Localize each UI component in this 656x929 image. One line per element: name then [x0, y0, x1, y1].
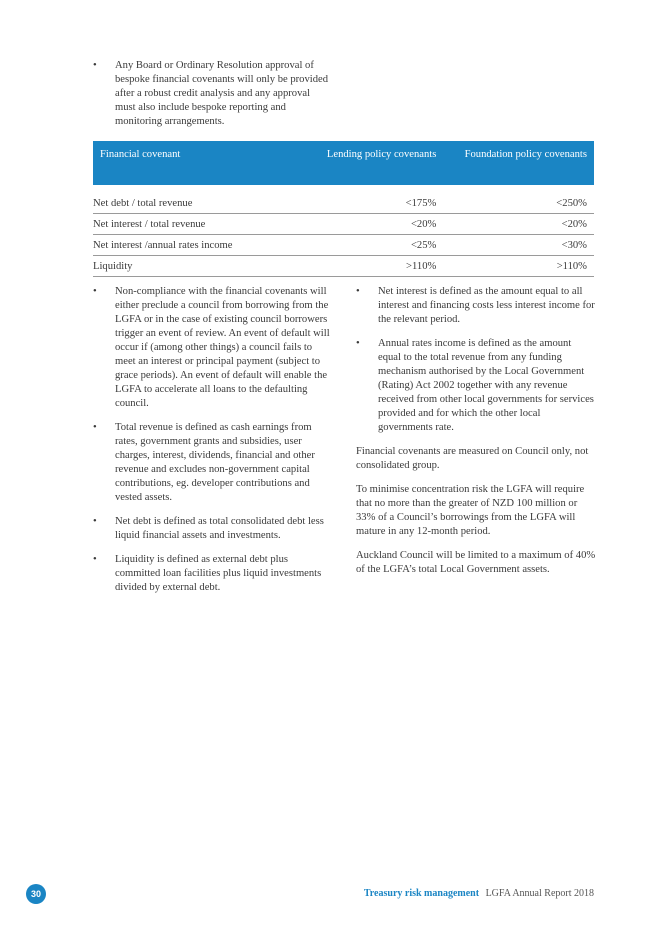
table-cell: Net debt / total revenue [93, 193, 307, 214]
table-cell: >110% [307, 256, 443, 277]
top-bullet-list [93, 59, 333, 139]
bullet-dot: • [93, 60, 97, 71]
footer-caption [364, 888, 594, 899]
bullet-text: Total revenue is defined as cash earnings from rates, government grants and subsidies, user charges, interest, dividends, financial and other revenue and excludes non-government capital contributions, eg. developer contributions and vested assets. [115, 422, 315, 503]
list-item [356, 285, 596, 327]
left-column [93, 285, 333, 605]
table-row [93, 214, 594, 235]
table-cell: Net interest / total revenue [93, 214, 307, 235]
paragraph: Auckland Council will be limited to a maximum of 40% of the LGFA’s total Local Government assets. [356, 550, 596, 575]
table-cell: <20% [443, 214, 594, 235]
table-cell: Liquidity [93, 256, 307, 277]
list-item [93, 553, 333, 595]
header-lending-policy: Lending policy covenants [307, 141, 443, 185]
bullet-dot: • [93, 554, 97, 565]
list-item [93, 59, 333, 129]
covenant-table [93, 141, 594, 277]
bullet-text: Net debt is defined as total consolidated debt less liquid financial assets and investments. [115, 516, 324, 541]
table-cell: <175% [307, 193, 443, 214]
table-cell: <250% [443, 193, 594, 214]
table-cell: <20% [307, 214, 443, 235]
list-item [356, 337, 596, 435]
table-row [93, 193, 594, 214]
table-spacer [93, 185, 594, 193]
bullet-dot: • [356, 286, 360, 297]
table-row [93, 235, 594, 256]
page-number: 30 [30, 889, 41, 899]
table-header-row [93, 141, 594, 185]
bullet-text: Liquidity is defined as external debt plus committed loan facilities plus liquid investments divided by external debt. [115, 554, 322, 593]
bullet-dot: • [93, 422, 97, 433]
footer-report-title: LGFA Annual Report 2018 [485, 888, 594, 899]
bullet-text: Net interest is defined as the amount equal to all interest and financing costs less interest income for the relevant period. [378, 286, 595, 325]
paragraph: Financial covenants are measured on Council only, not consolidated group. [356, 446, 589, 471]
header-foundation-policy: Foundation policy covenants [443, 141, 594, 185]
page-footer [26, 884, 594, 906]
header-financial-covenant: Financial covenant [93, 141, 307, 185]
list-item [93, 421, 333, 505]
bullet-text: Non-compliance with the financial covenants will either preclude a council from borrowing from the LGFA or in the case of existing council borrowers trigger an event of review. An event of default will occur if (among other things) a council fails to meet an interest or principal payment (subject to grace periods). An event of default will enable the LGFA to accelerate all loans to the defaulting council. [115, 286, 330, 409]
footer-section-title: Treasury risk management [363, 888, 480, 899]
list-item [93, 285, 333, 411]
paragraph: To minimise concentration risk the LGFA will require that no more than the greater of NZD 100 million or 33% of a Council’s borrowings from the LGFA will mature in any 12-month period. [356, 484, 585, 537]
table-cell: <30% [443, 235, 594, 256]
page-number-badge [26, 884, 46, 904]
bullet-text: Any Board or Ordinary Resolution approval of bespoke financial covenants will only be provided after a robust credit analysis and any approval must also include bespoke reporting and monitoring arrangements. [115, 60, 328, 127]
table-cell: Net interest /annual rates income [93, 235, 307, 256]
bullet-dot: • [93, 516, 97, 527]
bullet-dot: • [356, 338, 360, 349]
bullet-dot: • [93, 286, 97, 297]
table-row [93, 256, 594, 277]
list-item [93, 515, 333, 543]
table-cell: <25% [307, 235, 443, 256]
right-column [356, 285, 596, 587]
table-cell: >110% [443, 256, 594, 277]
bullet-text: Annual rates income is defined as the amount equal to the total revenue from any funding mechanism authorised by the Local Government (Rating) Act 2002 together with any revenue received from other local governments for services provided and for which the other local governments rate. [378, 338, 594, 433]
